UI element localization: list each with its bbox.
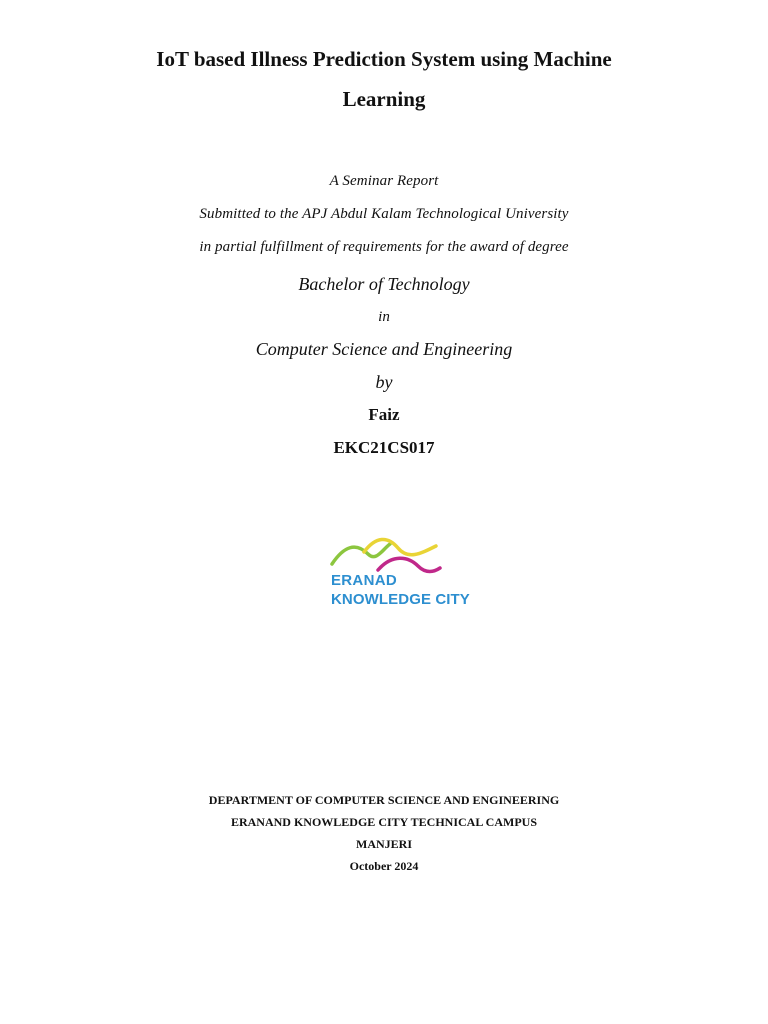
logo-text-line-1: ERANAD [331, 572, 397, 589]
logo-text-line-2: KNOWLEDGE CITY [331, 591, 470, 608]
degree-name: Bachelor of Technology [298, 274, 470, 294]
author-name: Faiz [368, 405, 400, 424]
branch-name: Computer Science and Engineering [255, 339, 513, 359]
report-title-line-1: IoT based Illness Prediction System using Machine [156, 47, 612, 71]
report-title-line-2: Learning [342, 87, 426, 111]
author-register-number: EKC21CS017 [333, 438, 435, 457]
logo-magenta-wave [378, 558, 440, 571]
institution-logo [326, 532, 476, 612]
logo-green-wave [332, 544, 390, 564]
in-connector: in [378, 309, 390, 325]
institution-name: ERANAND KNOWLEDGE CITY TECHNICAL CAMPUS [230, 815, 538, 829]
department-name: DEPARTMENT OF COMPUTER SCIENCE AND ENGINEERING [208, 793, 560, 807]
report-type: A Seminar Report [329, 173, 439, 189]
submitted-to: Submitted to the APJ Abdul Kalam Technological University [199, 206, 569, 222]
fulfillment-statement: in partial fulfillment of requirements for the award of degree [199, 239, 569, 255]
report-date: October 2024 [349, 859, 419, 873]
by-connector: by [375, 372, 393, 392]
logo-yellow-wave [364, 539, 436, 554]
place-name: MANJERI [356, 837, 412, 851]
